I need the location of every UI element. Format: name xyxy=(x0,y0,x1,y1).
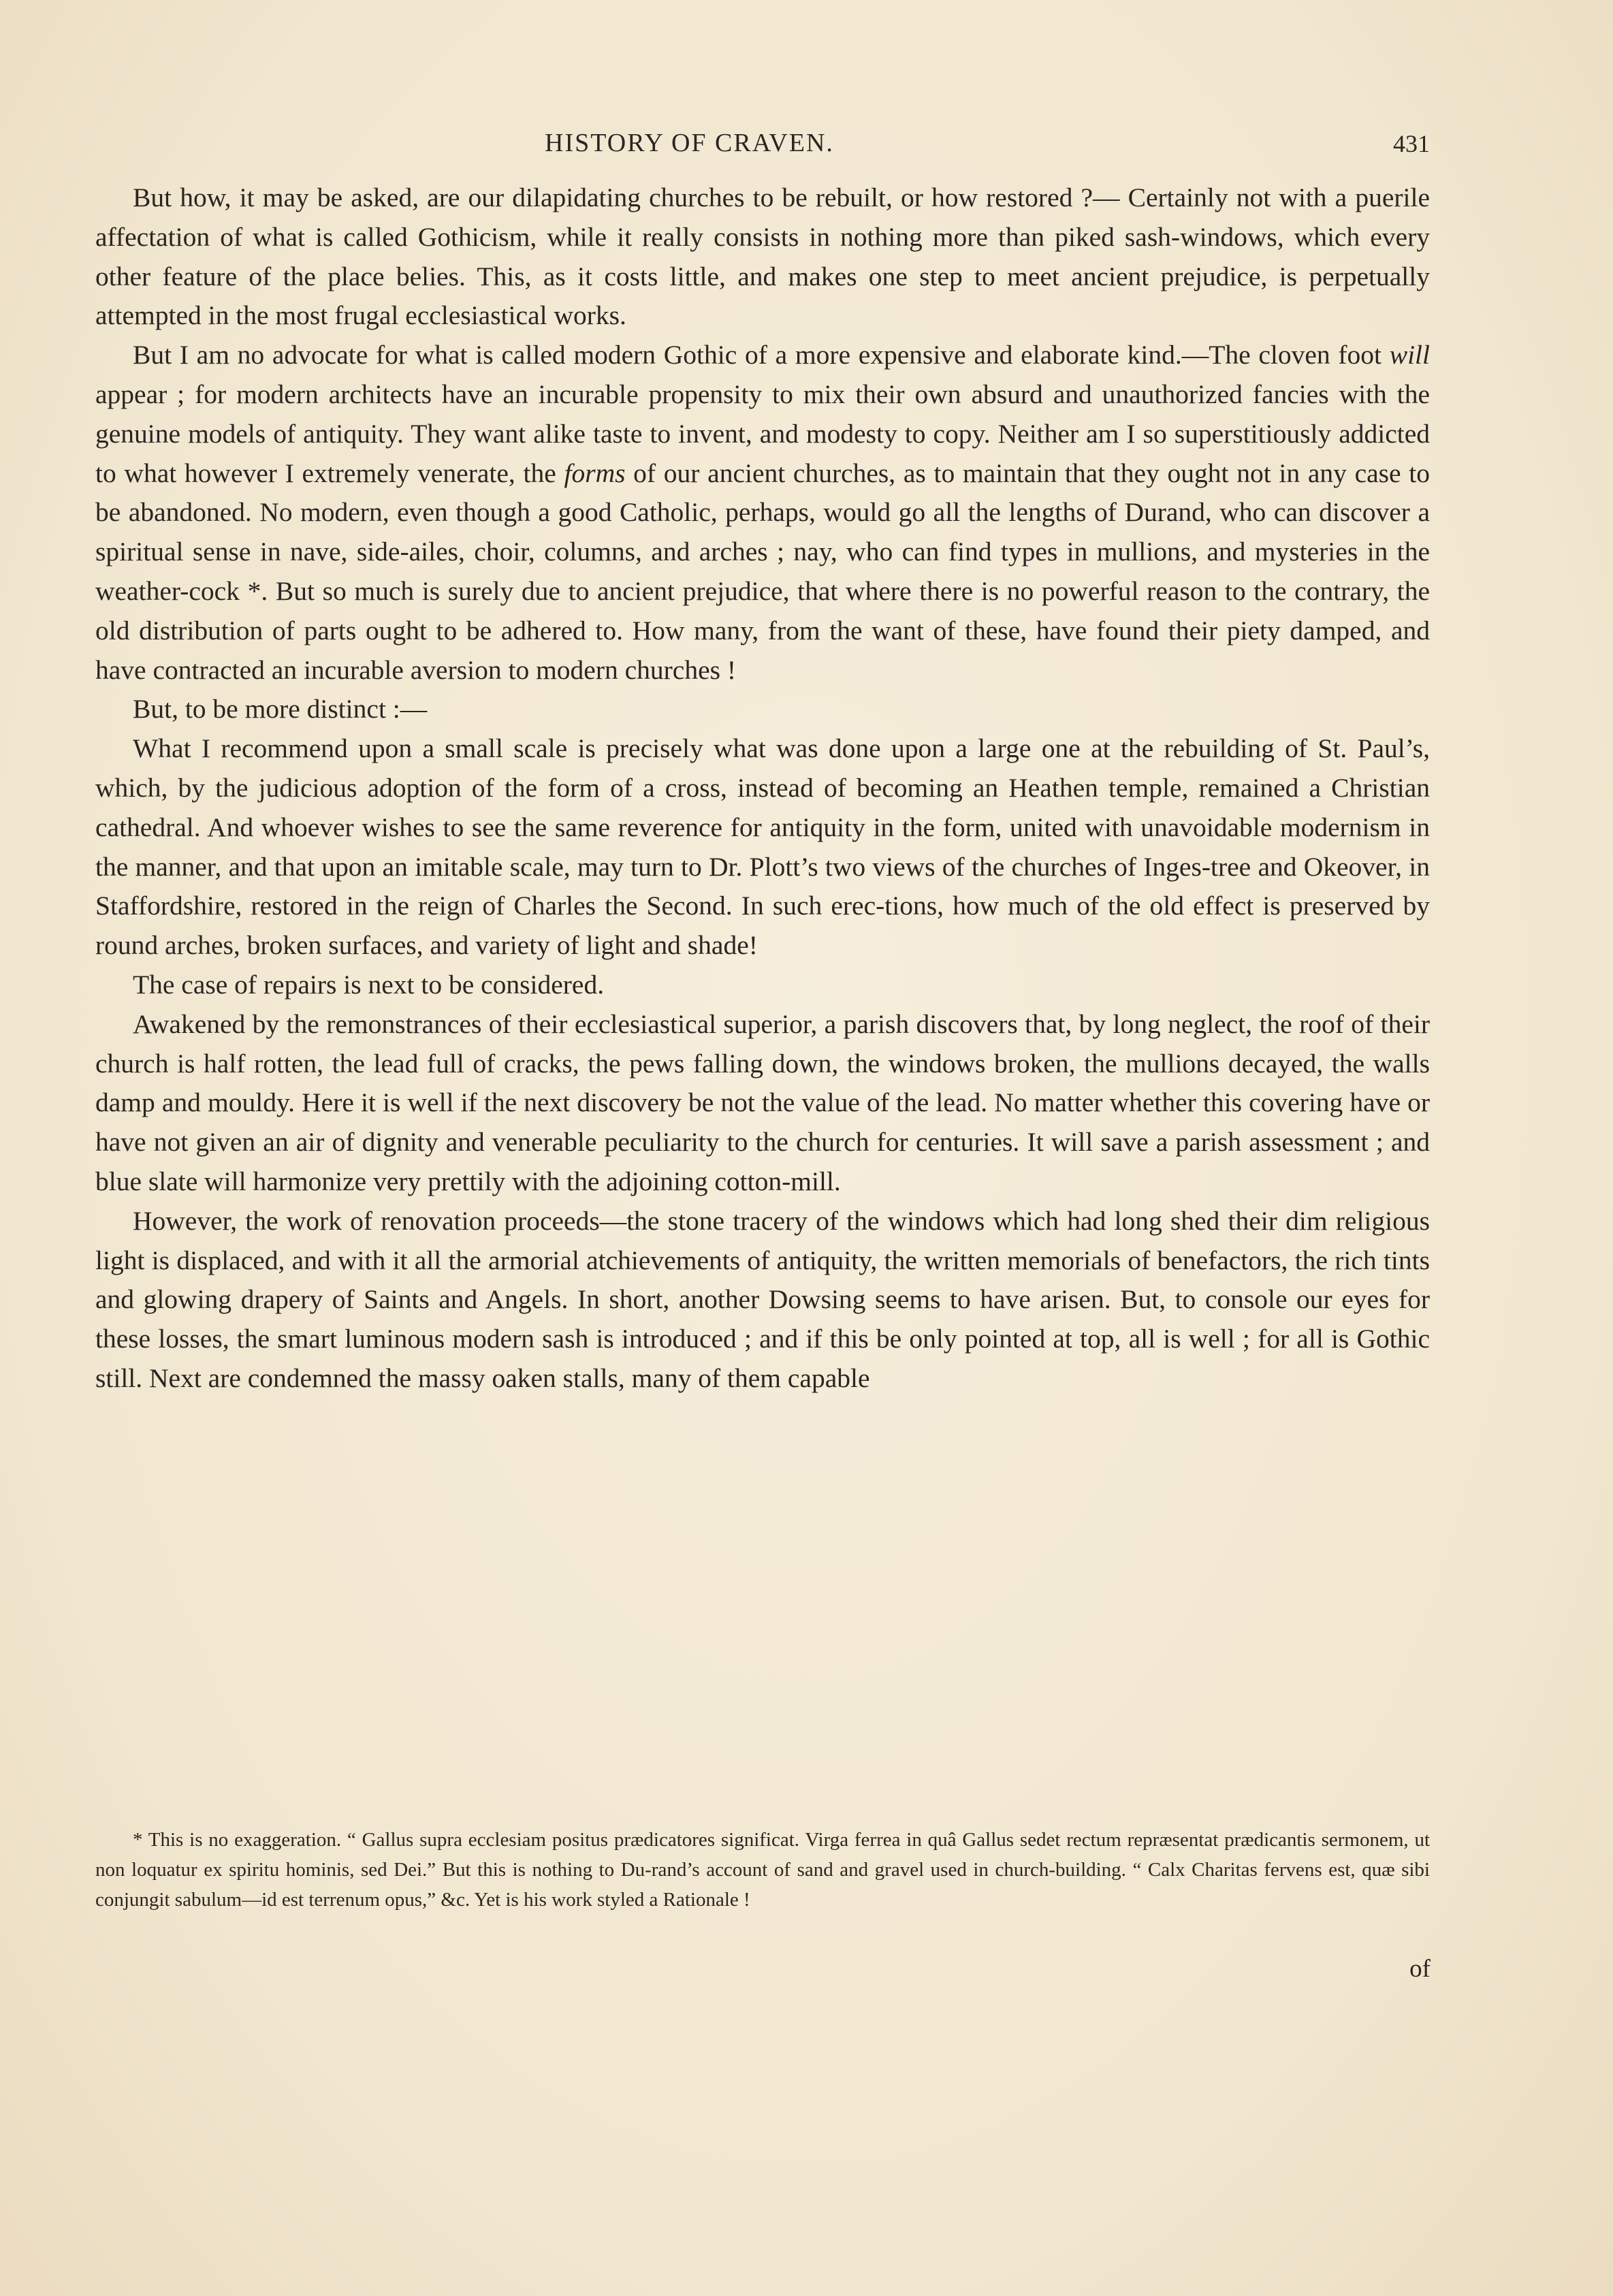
paragraph xyxy=(95,690,1430,729)
paragraph xyxy=(95,966,1430,1005)
paragraph-text: appear ; for modern architects have an incurable propensity to mix their own absurd and unauthorized fancies with the genuine models of antiquity. They want alike taste to invent, and modesty to copy. Neither am I so superstitiously addicted to what however I extremely venerate, the xyxy=(95,379,1430,488)
paragraph xyxy=(95,729,1430,966)
italic-word: forms xyxy=(564,458,626,488)
paragraph xyxy=(95,336,1430,690)
paragraph-text: What I recommend upon a small scale is precisely what was done upon a large one at the rebuilding of St. Paul’s, which, by the judicious adoption of the form of a cross, instead of becoming an Heathen temple, remained a Christian cathedral. And whoever wishes to see the same reverence for antiquity in the form, united with unavoidable modernism in the manner, and that upon an imitable scale, may turn to Dr. Plott’s two views of the churches of Inges-tree and Okeover, in Staffordshire, restored in the reign of Charles the Second. In such erec-tions, how much of the old effect is preserved by round arches, broken surfaces, and variety of light and shade! xyxy=(95,733,1430,961)
footnote: * This is no exaggeration. “ Gallus supra ecclesiam positus prædicatores significat. Virga ferrea in quâ Gallus sedet rectum repræsentat prædicantis sermonem, ut non loquatur ex spiritu hominis, sed Dei.” But this is nothing to Du-rand’s account of sand and gravel used in church-building. “ Calx Charitas fervens est, quæ sibi conjungit sabulum—id est terrenum opus,” &c. Yet is his work styled a Rationale ! xyxy=(95,1829,1430,1911)
page-header xyxy=(95,128,1430,169)
paragraph-text: However, the work of renovation proceeds—the stone tracery of the windows which had long shed their dim religious light is displaced, and with it all the armorial atchievements of antiquity, the written memorials of benefactors, the rich tints and glowing drapery of Saints and Angels. In short, another Dowsing seems to have arisen. But, to console our eyes for these losses, the smart luminous modern sash is introduced ; and if this be only pointed at top, all is well ; for all is Gothic still. Next are condemned the massy oaken stalls, many of them capable xyxy=(95,1205,1430,1393)
paragraph-text: Awakened by the remonstrances of their ecclesiastical superior, a parish discovers that, by long neglect, the roof of their church is half rotten, the lead full of cracks, the pews falling down, the windows broken, the mullions decayed, the walls damp and mouldy. Here it is well if the next discovery be not the value of the lead. No matter whether this covering have or have not given an air of dignity and venerable peculiarity to the church for centuries. It will save a parish assessment ; and blue slate will harmonize very prettily with the adjoining cotton-mill. xyxy=(95,1008,1430,1196)
italic-word: will xyxy=(1389,340,1430,370)
paragraph xyxy=(95,1202,1430,1399)
main-text xyxy=(95,178,1430,1399)
paragraph-text: But how, it may be asked, are our dilapidating churches to be rebuilt, or how restored ?— Certainly not with a puerile affectation of what is called Gothicism, while it really consists in nothing more than piked sash-windows, which every other feature of the place belies. This, as it costs little, and makes one step to meet ancient prejudice, is perpetually attempted in the most frugal ecclesiastical works. xyxy=(95,182,1430,331)
catchword: of xyxy=(1409,1955,1431,1983)
paragraph-text: The case of repairs is next to be considered. xyxy=(133,969,605,1000)
paragraph xyxy=(95,1005,1430,1202)
page-number: 431 xyxy=(1393,130,1430,157)
paragraph xyxy=(95,178,1430,336)
paragraph-text: of our ancient churches, as to maintain that they ought not in any case to be abandoned. No modern, even though a good Catholic, perhaps, would go all the lengths of Durand, who can discover a spiritual sense in nave, side-ailes, choir, columns, and arches ; nay, who can find types in mullions, and mysteries in the weather-cock *. But so much is surely due to ancient prejudice, that where there is no powerful reason to the contrary, the old distribution of parts ought to be adhered to. How many, from the want of these, have found their piety damped, and have contracted an incurable aversion to modern churches ! xyxy=(95,458,1430,685)
running-title: HISTORY OF CRAVEN. xyxy=(545,129,834,157)
paragraph-text: But, to be more distinct :— xyxy=(133,694,428,724)
paragraph-text: But I am no advocate for what is called modern Gothic of a more expensive and elaborate kind.—The cloven foot xyxy=(133,340,1390,370)
